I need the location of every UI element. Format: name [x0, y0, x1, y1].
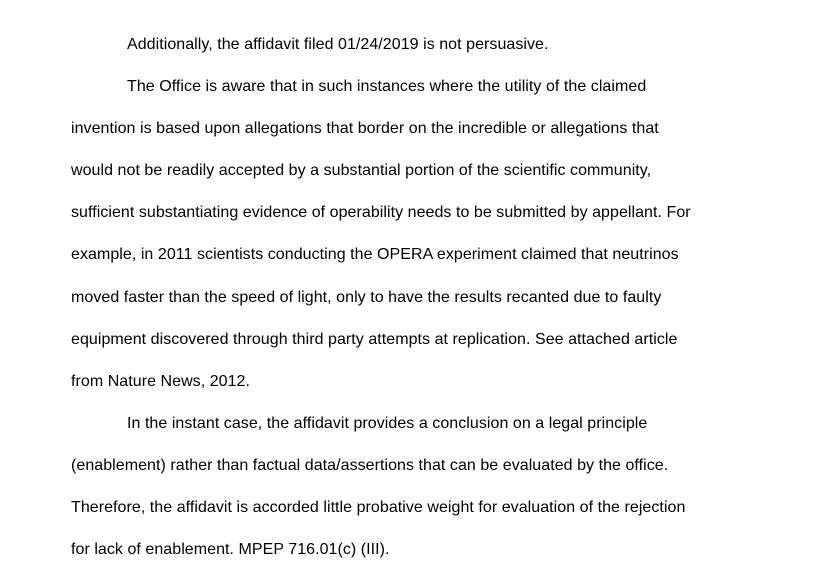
paragraph-1-line-1: Additionally, the affidavit filed 01/24/2019 is not persuasive. — [127, 36, 549, 53]
paragraph-3-line-2: (enablement) rather than factual data/assertions that can be evaluated by the office. — [71, 457, 669, 474]
paragraph-2-line-1: The Office is aware that in such instances where the utility of the claimed — [127, 78, 647, 95]
paragraph-2-line-5: example, in 2011 scientists conducting the OPERA experiment claimed that neutrinos — [71, 246, 679, 263]
paragraph-2-line-3: would not be readily accepted by a substantial portion of the scientific community, — [71, 162, 652, 179]
paragraph-2-line-6: moved faster than the speed of light, only to have the results recanted due to faulty — [71, 289, 662, 306]
paragraph-2-line-7: equipment discovered through third party attempts at replication. See attached article — [71, 331, 678, 348]
paragraph-3-line-3: Therefore, the affidavit is accorded little probative weight for evaluation of the rejection — [71, 499, 686, 516]
paragraph-2-line-8: from Nature News, 2012. — [71, 373, 251, 390]
paragraph-2-line-4: sufficient substantiating evidence of operability needs to be submitted by appellant. For — [71, 204, 691, 221]
paragraph-2-line-2: invention is based upon allegations that border on the incredible or allegations that — [71, 120, 659, 137]
paragraph-3-line-4: for lack of enablement. MPEP 716.01(c) (III). — [71, 541, 390, 558]
paragraph-3-line-1: In the instant case, the affidavit provides a conclusion on a legal principle — [127, 415, 648, 432]
